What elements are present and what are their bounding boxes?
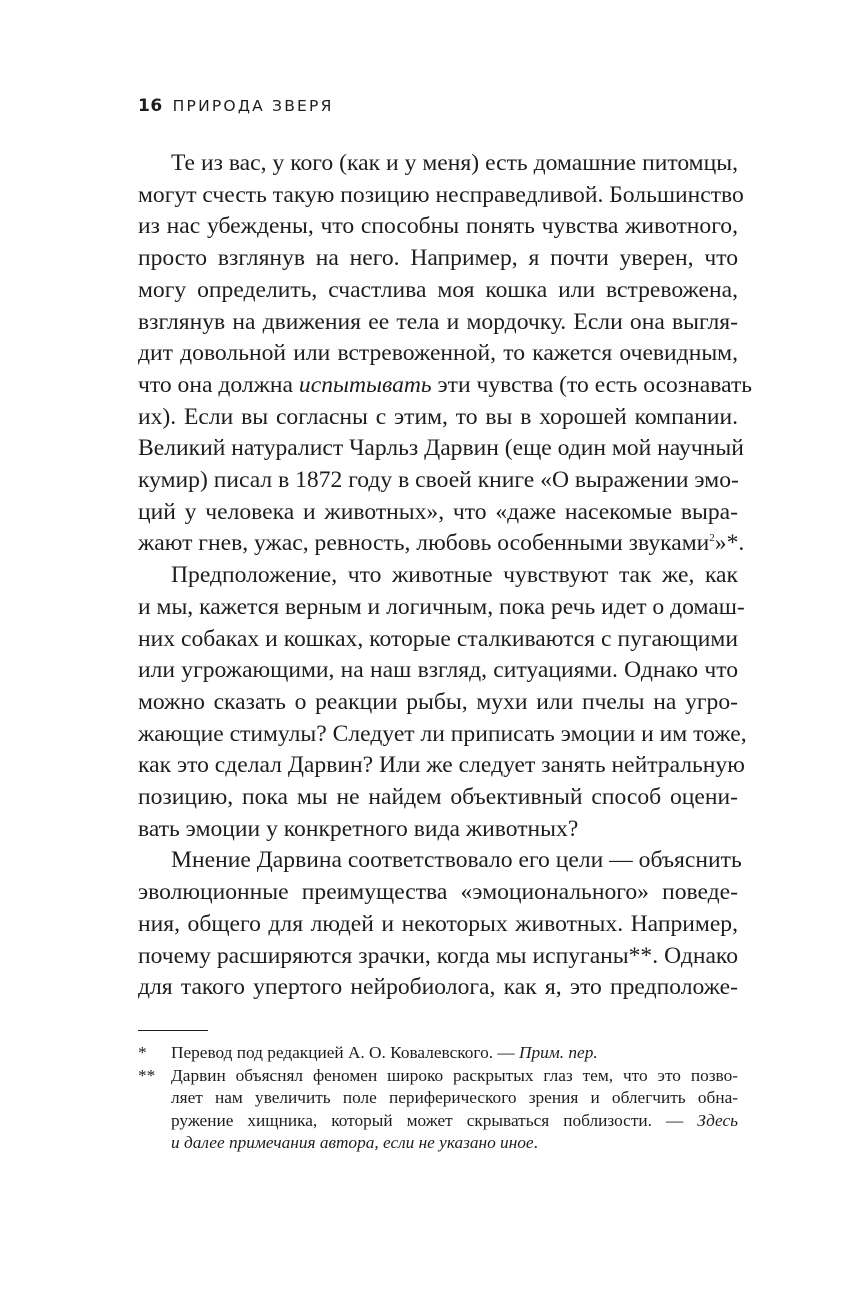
- emphasis: Здесь: [697, 1110, 738, 1130]
- text-line: дит довольной или встревоженной, то кажется очевидным,: [138, 340, 738, 367]
- text-line: позицию, пока мы не найдем объективный способ оцени-: [138, 784, 738, 811]
- text-line: могут счесть такую позицию несправедливой. Большинство: [138, 181, 744, 208]
- text-line: Великий натуралист Чарльз Дарвин (еще один мой научный: [138, 435, 744, 462]
- text-line: вать эмоции у конкретного вида животных?: [138, 815, 579, 842]
- footnote-1: [138, 1042, 738, 1065]
- text-line: [138, 528, 745, 560]
- footnote-line: [171, 1110, 738, 1133]
- emphasis: и далее примечания автора, если не указано иное: [171, 1133, 534, 1152]
- footnote-2: [138, 1065, 738, 1155]
- text-line: или угрожающими, на наш взгляд, ситуациями. Однако что: [138, 657, 738, 684]
- footnote-line: [171, 1132, 738, 1155]
- footnote-marker: *: [138, 1043, 147, 1062]
- text-line: и мы, кажется верным и логичным, пока речь идет о домаш-: [138, 593, 745, 620]
- text-segment: ружение хищника, который может скрываться поблизости. —: [171, 1110, 698, 1130]
- text-segment: что она должна: [138, 371, 299, 398]
- text-line: жающие стимулы? Следует ли приписать эмоции и им тоже,: [138, 720, 747, 747]
- paragraph-1: [138, 148, 753, 560]
- endnote-reference: 2: [709, 532, 715, 545]
- text-line: можно сказать о реакции рыбы, мухи или пчелы на угро-: [138, 688, 738, 715]
- text-line: кумир) писал в 1872 году в своей книге «О выражении эмо-: [138, 467, 739, 494]
- text-line: [138, 370, 753, 402]
- text-line: взглянув на движения ее тела и мордочку. Если она выгля-: [138, 308, 738, 335]
- text-line: эволюционные преимущества «эмоционального» поведе-: [138, 879, 738, 906]
- text-line: как это сделал Дарвин? Или же следует занять нейтральную: [138, 752, 745, 779]
- text-line: ния, общего для людей и некоторых животных. Например,: [138, 910, 738, 937]
- translator-note: Прим. пер.: [518, 1043, 598, 1062]
- footnote-line: Дарвин объяснял феномен широко раскрытых глаз тем, что это позво-: [171, 1065, 738, 1085]
- text-line: их). Если вы согласны с этим, то вы в хорошей компании.: [138, 403, 738, 430]
- footnote-divider: [138, 1030, 208, 1031]
- emphasis: испытывать: [298, 371, 432, 398]
- paragraph-3: [138, 845, 742, 1004]
- footnote-line: [171, 1042, 738, 1065]
- page-number: 16: [138, 96, 163, 116]
- running-header: [138, 96, 334, 116]
- text-segment: Перевод под редакцией А. О. Ковалевского. —: [171, 1043, 519, 1062]
- paragraph-2: [138, 560, 747, 845]
- text-line: них собаках и кошках, которые сталкиваются с пугающими: [138, 625, 738, 652]
- footnote-marker: **: [138, 1065, 156, 1085]
- main-text: [138, 148, 753, 1004]
- text-line: из нас убеждены, что способны понять чувства животного,: [138, 213, 738, 240]
- footnote-line: ляет нам увеличить поле периферического зрения и облегчить обна-: [171, 1088, 738, 1107]
- text-line: почему расширяются зрачки, когда мы испуганы**. Однако: [138, 942, 738, 969]
- text-line: для такого упертого нейробиолога, как я, это предположе-: [138, 974, 738, 1001]
- text-line: просто взглянув на него. Например, я почти уверен, что: [138, 245, 738, 272]
- text-line: Предположение, что животные чувствуют так же, как: [171, 562, 738, 589]
- text-line: могу определить, счастлива моя кошка или встревожена,: [138, 276, 738, 303]
- text-line: Те из вас, у кого (как и у меня) есть домашние питомцы,: [171, 150, 738, 176]
- running-title: ПРИРОДА ЗВЕРЯ: [172, 97, 334, 115]
- text-segment: жают гнев, ужас, ревность, любовь особенными звуками: [138, 530, 710, 557]
- text-segment: .: [533, 1133, 538, 1152]
- text-segment: »*.: [714, 530, 745, 557]
- footnotes: [138, 1042, 738, 1155]
- text-segment: эти чувства (то есть осознавать: [431, 371, 753, 398]
- text-line: Мнение Дарвина соответствовало его цели — объяснить: [171, 847, 742, 874]
- text-line: ций у человека и животных», что «даже насекомые выра-: [138, 498, 738, 525]
